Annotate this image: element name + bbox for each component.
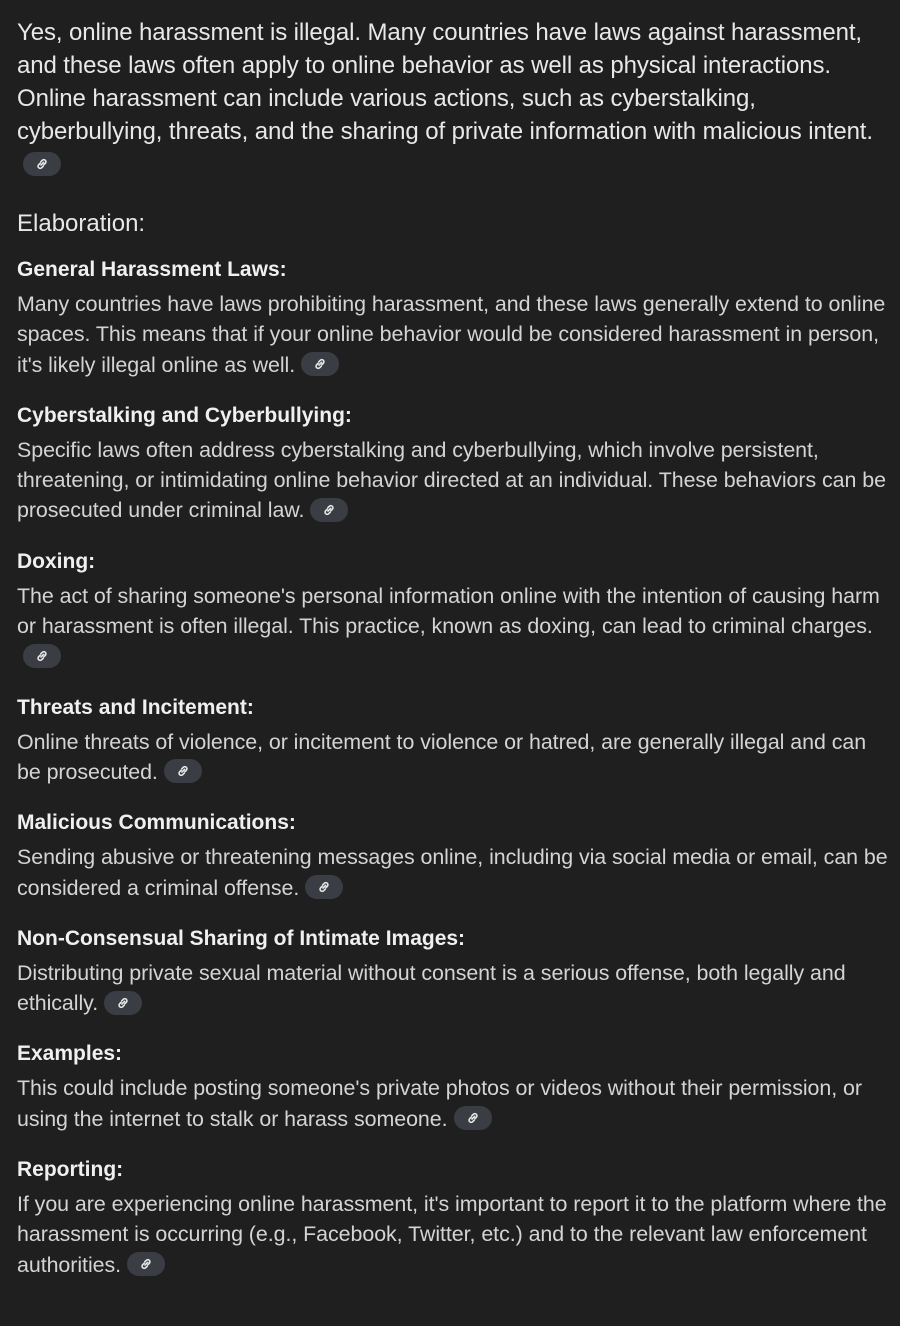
section-body: [17, 581, 890, 672]
section-title: Cyberstalking and Cyberbullying:: [17, 403, 352, 427]
section-body: [17, 842, 890, 903]
link-icon: [466, 1111, 480, 1125]
section-malicious-communications: [17, 808, 890, 903]
intro-paragraph: [17, 16, 890, 181]
link-icon: [176, 764, 190, 778]
section-body-text: Online threats of violence, or incitement to violence or hatred, are generally illegal and can be prosecuted.: [17, 729, 867, 784]
link-icon: [35, 157, 49, 171]
section-doxing: [17, 547, 890, 672]
section-general-harassment-laws: [17, 255, 890, 380]
section-non-consensual-sharing: [17, 924, 890, 1019]
section-body-text: Many countries have laws prohibiting harassment, and these laws generally extend to online spaces. This means that if your online behavior would be considered harassment in person, it's likely illegal online as well.: [17, 292, 886, 377]
link-icon: [322, 503, 336, 517]
section-body: [17, 1073, 890, 1134]
source-link-chip[interactable]: [23, 644, 61, 668]
section-body: [17, 727, 890, 788]
section-cyberstalking-cyberbullying: [17, 401, 890, 526]
source-link-chip[interactable]: [301, 352, 339, 376]
section-body: [17, 289, 890, 380]
source-link-chip[interactable]: [104, 991, 142, 1015]
source-link-chip[interactable]: [164, 759, 202, 783]
section-title: Threats and Incitement:: [17, 695, 254, 719]
section-body-text: Sending abusive or threatening messages online, including via social media or email, can be considered a criminal offense.: [17, 845, 888, 900]
section-title: Doxing:: [17, 549, 96, 573]
section-body: [17, 435, 890, 526]
section-title: Examples:: [17, 1042, 123, 1066]
link-icon: [317, 880, 331, 894]
link-icon: [116, 996, 130, 1010]
section-title: General Harassment Laws:: [17, 258, 287, 281]
section-body-text: If you are experiencing online harassment, it's important to report it to the platform where the harassment is occurring (e.g., Facebook, Twitter, etc.) and to the relevant law enforcement authorities.: [17, 1192, 887, 1277]
section-body-text: Distributing private sexual material without consent is a serious offense, both legally and ethically.: [17, 960, 846, 1016]
source-link-chip[interactable]: [454, 1106, 492, 1130]
section-reporting: [17, 1155, 890, 1280]
link-icon: [139, 1257, 153, 1271]
source-link-chip[interactable]: [23, 152, 61, 176]
section-body: [17, 1189, 890, 1280]
section-title: Malicious Communications:: [17, 811, 296, 835]
section-body-text: Specific laws often address cyberstalking and cyberbullying, which involve persistent, threatening, or intimidating online behavior directed at an individual. These behaviors can be prosecuted under criminal law.: [17, 437, 886, 523]
section-examples: [17, 1039, 890, 1134]
section-body-text: The act of sharing someone's personal information online with the intention of causing harm or harassment is often illegal. This practice, known as doxing, can lead to criminal charges.: [17, 583, 880, 639]
section-body: [17, 958, 890, 1019]
section-body-text: This could include posting someone's private photos or videos without their permission, or using the internet to stalk or harass someone.: [17, 1076, 862, 1131]
link-icon: [313, 357, 327, 371]
intro-text: Yes, online harassment is illegal. Many countries have laws against harassment, and these laws often apply to online behavior as well as physical interactions. Online harassment can include various actions, such as cyberstalking, cyberbullying, threats, and the sharing of private information with malicious intent.: [17, 19, 873, 145]
link-icon: [35, 649, 49, 663]
source-link-chip[interactable]: [127, 1252, 165, 1276]
section-title: Reporting:: [17, 1158, 124, 1182]
section-threats-incitement: [17, 693, 890, 788]
source-link-chip[interactable]: [310, 498, 348, 522]
elaboration-heading: Elaboration:: [17, 210, 146, 237]
section-title: Non-Consensual Sharing of Intimate Images:: [17, 926, 466, 950]
source-link-chip[interactable]: [305, 875, 343, 899]
